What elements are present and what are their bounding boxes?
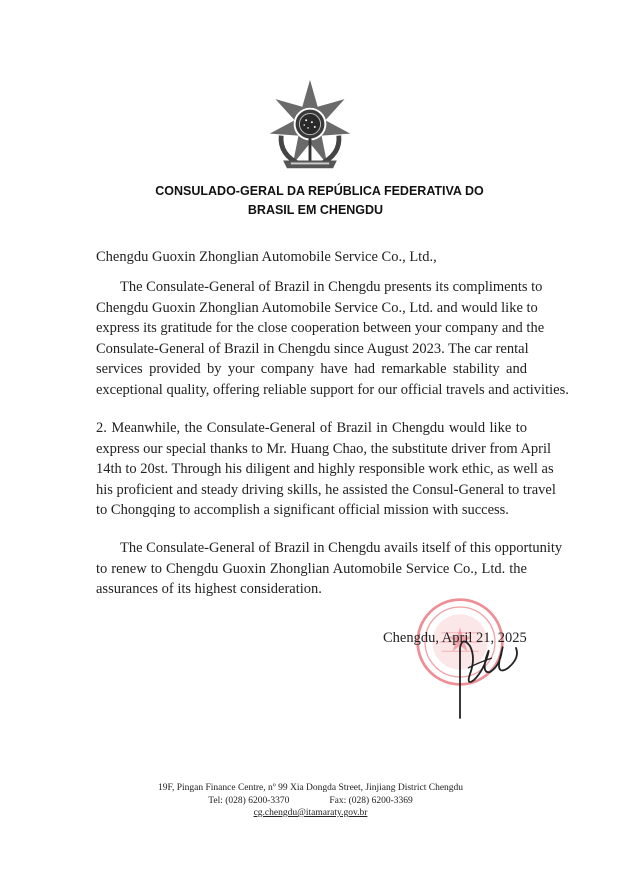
paragraph-1-line: express its gratitude for the close cooperation between your company and the bbox=[96, 320, 545, 336]
footer-tel: Tel: (028) 6200-3370 bbox=[208, 795, 290, 806]
footer bbox=[0, 782, 621, 820]
recipient-line: Chengdu Guoxin Zhonglian Automobile Service Co., Ltd., bbox=[96, 249, 437, 265]
paragraph-3-line: The Consulate-General of Brazil in Chengdu avails itself of this opportunity bbox=[120, 540, 563, 556]
footer-address: 19F, Pingan Finance Centre, nº 99 Xia Dongda Street, Jinjiang District Chengdu bbox=[157, 783, 464, 793]
consulate-header bbox=[0, 182, 621, 220]
paragraph-1-line: Consulate-General of Brazil in Chengdu since August 2023. The car rental bbox=[96, 340, 529, 357]
paragraph-2-line: to Chongqing to accomplish a significant official mission with success. bbox=[96, 502, 509, 518]
paragraph-1-line: The Consulate-General of Brazil in Chengdu presents its compliments to bbox=[120, 279, 543, 295]
paragraph-2-line: express our special thanks to Mr. Huang Chao, the substitute driver from April bbox=[96, 440, 552, 457]
header-line-2: BRASIL EM CHENGDU bbox=[247, 203, 384, 217]
paragraph-2-line: 2. Meanwhile, the Consulate-General of Brazil in Chengdu would like to bbox=[96, 420, 527, 436]
paragraph-3 bbox=[96, 538, 563, 600]
header-line-1: CONSULADO-GERAL DA REPÚBLICA FEDERATIVA DO bbox=[155, 184, 484, 198]
paragraph-2-line: his proficient and steady driving skills, he assisted the Consul-General to travel bbox=[96, 481, 556, 498]
handwritten-signature bbox=[430, 628, 530, 720]
paragraph-3-line: to renew to Chengdu Guoxin Zhonglian Automobile Service Co., Ltd. the bbox=[96, 560, 527, 577]
footer-fax: Fax: (028) 6200-3369 bbox=[329, 795, 413, 806]
date-line: Chengdu, April 21, 2025 bbox=[383, 630, 527, 646]
paragraph-1-line: services provided by your company have had remarkable stability and bbox=[96, 361, 527, 377]
brazil-coat-of-arms-icon bbox=[262, 78, 358, 174]
footer-email-link[interactable]: cg.chengdu@itamaraty.gov.br bbox=[253, 808, 368, 818]
paragraph-3-line: assurances of its highest consideration. bbox=[96, 581, 322, 597]
paragraph-2-line: 14th to 20st. Through his diligent and highly responsible work ethic, as well as bbox=[96, 461, 554, 477]
paragraph-1-line: Chengdu Guoxin Zhonglian Automobile Service Co., Ltd. and would like to bbox=[96, 299, 538, 316]
paragraph-2 bbox=[96, 418, 556, 521]
paragraph-1-line: exceptional quality, offering reliable support for our official travels and activities. bbox=[96, 381, 569, 398]
paragraph-1 bbox=[96, 277, 569, 400]
